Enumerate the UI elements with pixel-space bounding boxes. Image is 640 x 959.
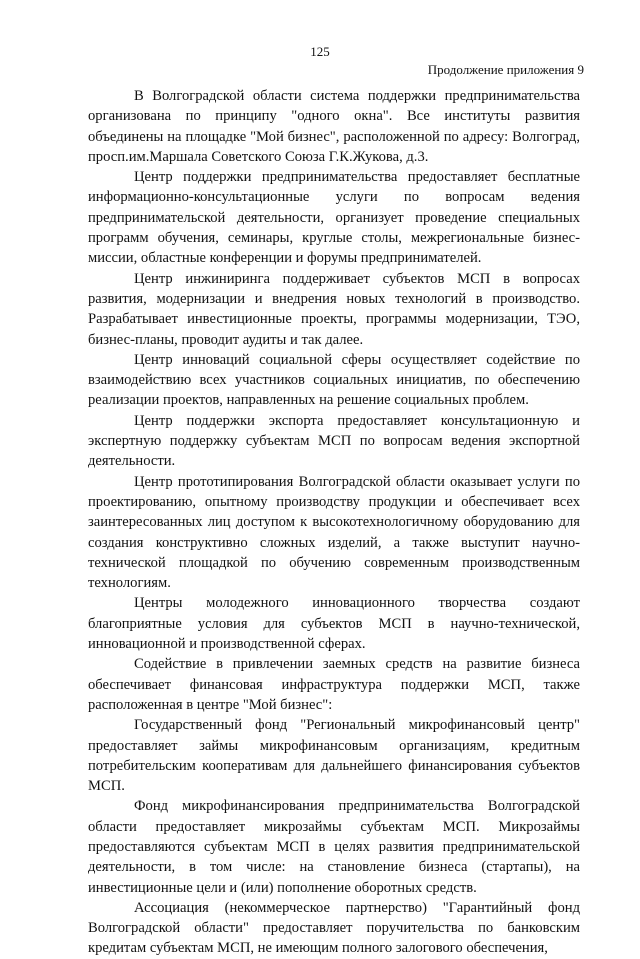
paragraph-regional-microfinance-center: Государственный фонд "Региональный микрофинансовый центр" предоставляет займы микрофинансовым организациям, кредитным потребительским кооперативам для дальнейшего финансирования субъектов МСП. [88,717,580,795]
paragraph-social-innovation-center: Центр инноваций социальной сферы осуществляет содействие по взаимодействию всех участников социальных инициатив, по обеспечению реализации проектов, направленных на решение социальных проблем. [88,351,580,409]
paragraph-financial-infrastructure: Содействие в привлечении заемных средств на развитие бизнеса обеспечивает финансовая инфраструктура поддержки МСП, также расположенная в центре "Мой бизнес": [88,656,580,713]
paragraph-guarantee-fund: Ассоциация (некоммерческое партнерство) "Гарантийный фонд Волгоградской области" предоставляет поручительства по банковским кредитам субъектам МСП, не имеющим полного залогового обеспечения, [88,899,580,957]
paragraph-youth-innovation-centers: Центры молодежного инновационного творчества создают благоприятные условия для субъектов МСП в научно-технической, инновационной и производственной сферах. [88,595,580,653]
document-body [88,86,580,959]
appendix-continuation-note: Продолжение приложения 9 [427,62,584,77]
paragraph-entrepreneurship-support-center: Центр поддержки предпринимательства предоставляет бесплатные информационно-консультационные услуги по вопросам ведения предпринимательской деятельности, организует проведение специальных программ обучения, семинары, круглые столы, межрегиональные бизнес-миссии, областные конференции и форумы предпринимателей. [88,169,580,267]
paragraph-engineering-center: Центр инжиниринга поддерживает субъектов МСП в вопросах развития, модернизации и внедрения новых технологий в производство. Разрабатывает инвестиционные проекты, программы модернизации, ТЭО, бизнес-планы, проводит аудиты и так далее. [88,270,580,348]
paragraph-prototyping-center: Центр прототипирования Волгоградской области оказывает услуги по проектированию, опытному производству продукции и обеспечивает всех заинтересованных лиц доступом к высокотехнологичному оборудованию для создания конструктивно сложных изделий, а также выступит научно-технической площадкой по обучению современным производственным технологиям. [88,473,580,592]
paragraph-microfinance-fund: Фонд микрофинансирования предпринимательства Волгоградской области предоставляет микрозаймы субъектам МСП. Микрозаймы предоставляются субъектам МСП в целях развития предпринимательской деятельности, в том числе: на становление бизнеса (стартапы), на инвестиционные цели и (или) пополнение оборотных средств. [88,798,580,896]
page-number: 125 [310,44,330,59]
paragraph-export-support-center: Центр поддержки экспорта предоставляет консультационную и экспертную поддержку субъектам МСП по вопросам ведения экспортной деятельности. [88,412,580,470]
paragraph-support-system: В Волгоградской области система поддержки предпринимательства организована по принципу "одного окна". Все институты развития объединены на площадке "Мой бизнес", расположенной по адресу: Волгоград, просп.им.Маршала Советского Союза Г.К.Жукова, д.3. [88,88,580,165]
